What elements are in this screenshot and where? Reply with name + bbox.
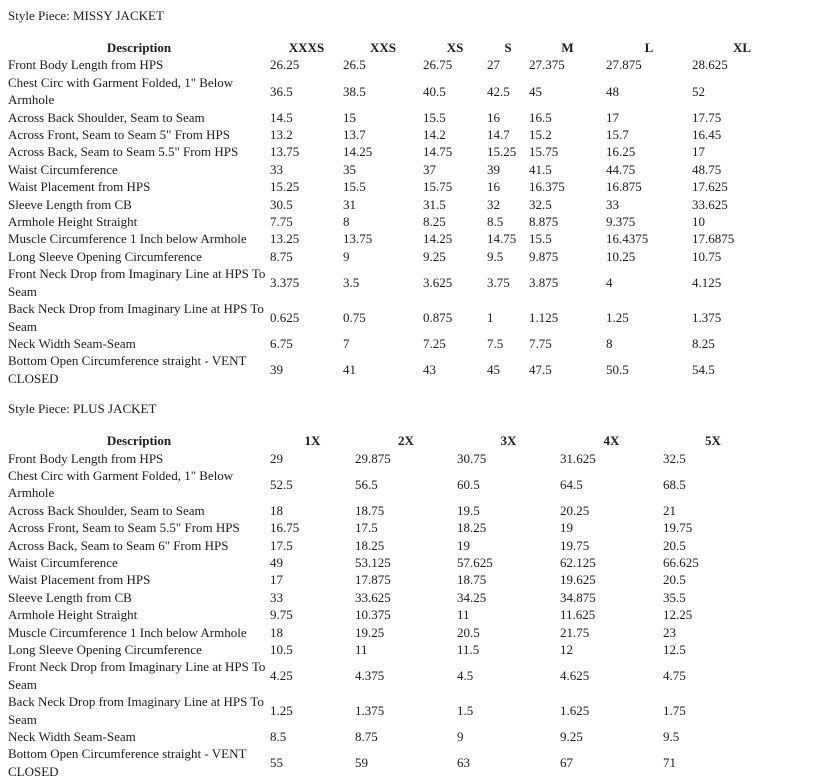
size-value-cell: 11 <box>355 642 368 657</box>
size-value-cell: 48.75 <box>692 161 722 177</box>
measurement-row <box>8 745 763 780</box>
size-value-cell: 8.75 <box>270 248 293 264</box>
measurement-label: Long Sleeve Opening Circumference <box>8 642 202 657</box>
size-value-cell: 13.7 <box>343 127 366 143</box>
plus-jacket-size-table <box>8 432 763 780</box>
measurement-label: Muscle Circumference 1 Inch below Armhole <box>8 624 247 640</box>
measurement-row <box>8 606 763 623</box>
size-value-cell: 16 <box>487 179 500 195</box>
size-value-cell: 9.75 <box>270 607 293 623</box>
size-value-cell: 8.875 <box>529 214 559 230</box>
size-value-cell: 16.875 <box>606 179 642 195</box>
size-value-cell: 1.625 <box>560 702 590 718</box>
size-value-cell: 14.7 <box>487 127 510 143</box>
size-value-cell: 30.75 <box>457 450 487 466</box>
size-value-cell: 13.25 <box>270 231 300 247</box>
measurement-row <box>8 519 763 536</box>
size-value-cell: 14.5 <box>270 109 293 125</box>
measurement-row <box>8 126 792 143</box>
measurement-row <box>8 537 763 554</box>
size-value-cell: 9.375 <box>606 214 636 230</box>
size-value-cell: 45 <box>529 83 542 99</box>
size-value-cell: 27.875 <box>606 57 642 73</box>
size-column-header: 4X <box>603 433 620 449</box>
size-value-cell: 33 <box>606 196 619 212</box>
measurement-label: Chest Circ with Garment Folded, 1" Below Armhole <box>8 467 234 501</box>
size-value-cell: 16 <box>487 109 500 125</box>
size-value-cell: 66.625 <box>663 554 699 570</box>
size-value-cell: 3.75 <box>487 274 510 290</box>
size-value-cell: 15 <box>343 109 356 125</box>
measurement-row <box>8 74 792 109</box>
size-value-cell: 1.375 <box>355 702 385 718</box>
size-value-cell: 19.5 <box>457 502 480 518</box>
measurement-row <box>8 56 792 73</box>
size-value-cell: 20.25 <box>560 502 590 518</box>
size-value-cell: 8.25 <box>423 214 446 230</box>
size-value-cell: 17.6875 <box>692 231 735 247</box>
size-value-cell: 23 <box>663 624 676 640</box>
size-value-cell: 33 <box>270 589 283 605</box>
measurement-row <box>8 248 792 265</box>
measurement-label: Front Neck Drop from Imaginary Line at HPS To Seam <box>8 659 266 692</box>
size-value-cell: 48 <box>606 83 619 99</box>
size-column-header: XL <box>732 40 752 55</box>
size-value-cell: 27 <box>487 57 500 73</box>
size-value-cell: 3.5 <box>343 274 360 290</box>
size-value-cell: 17.625 <box>692 179 728 195</box>
measurement-row <box>8 213 792 230</box>
size-value-cell: 31.625 <box>560 450 596 466</box>
size-value-cell: 15.75 <box>423 179 453 195</box>
size-value-cell: 20.5 <box>457 624 480 640</box>
measurement-row <box>8 693 763 728</box>
size-value-cell: 44.75 <box>606 161 636 177</box>
size-value-cell: 35 <box>343 161 356 177</box>
size-value-cell: 28.625 <box>692 57 728 73</box>
size-value-cell: 39 <box>270 362 283 378</box>
measurement-row <box>8 178 792 195</box>
size-value-cell: 16.25 <box>606 144 636 160</box>
measurement-row <box>8 143 792 160</box>
size-value-cell: 7.25 <box>423 335 446 351</box>
size-value-cell: 53.125 <box>355 554 391 570</box>
size-value-cell: 11.625 <box>560 607 596 623</box>
measurement-label: Muscle Circumference 1 Inch below Armhole <box>8 231 247 247</box>
header-row <box>8 432 763 449</box>
size-value-cell: 33.625 <box>692 196 728 212</box>
size-value-cell: 13.2 <box>270 127 293 143</box>
size-column-header: XS <box>446 40 464 55</box>
measurement-label: Waist Placement from HPS <box>8 572 151 588</box>
size-value-cell: 14.25 <box>423 231 453 247</box>
size-value-cell: 15.2 <box>529 127 552 143</box>
size-value-cell: 11 <box>457 607 470 623</box>
measurement-row <box>8 300 792 335</box>
size-value-cell: 15.25 <box>487 144 517 160</box>
size-value-cell: 62.125 <box>560 554 596 570</box>
size-value-cell: 4.625 <box>560 668 590 684</box>
size-value-cell: 4.125 <box>692 274 722 290</box>
size-value-cell: 15.25 <box>270 179 300 195</box>
size-column-header: L <box>644 40 654 55</box>
size-value-cell: 60.5 <box>457 476 480 492</box>
size-value-cell: 26.75 <box>423 57 453 73</box>
size-value-cell: 15.5 <box>343 179 366 195</box>
measurement-label: Front Body Length from HPS <box>8 57 164 73</box>
measurement-row <box>8 502 763 519</box>
size-value-cell: 15.75 <box>529 144 559 160</box>
measurement-label: Across Back Shoulder, Seam to Seam <box>8 109 205 125</box>
size-value-cell: 0.625 <box>270 309 300 325</box>
size-value-cell: 18 <box>270 624 283 640</box>
size-value-cell: 50.5 <box>606 362 629 378</box>
size-value-cell: 19.75 <box>663 520 693 536</box>
size-value-cell: 4 <box>606 274 613 290</box>
size-column-header: XXS <box>369 40 396 55</box>
size-value-cell: 7 <box>343 335 350 351</box>
measurement-label: Neck Width Seam-Seam <box>8 335 136 351</box>
size-value-cell: 8.5 <box>487 214 504 230</box>
size-value-cell: 18.25 <box>457 520 487 536</box>
measurement-row <box>8 658 763 693</box>
size-value-cell: 67 <box>560 755 573 771</box>
size-value-cell: 19 <box>560 520 573 536</box>
style-piece-title-plus: Style Piece: PLUS JACKET <box>8 401 157 417</box>
measurement-label: Chest Circ with Garment Folded, 1" Below Armhole <box>8 74 234 108</box>
size-value-cell: 13.75 <box>270 144 300 160</box>
size-value-cell: 29.875 <box>355 450 391 466</box>
size-value-cell: 16.45 <box>692 127 722 143</box>
measurement-row <box>8 450 763 467</box>
measurement-row <box>8 196 792 213</box>
size-value-cell: 15.5 <box>423 109 446 125</box>
size-value-cell: 30.5 <box>270 196 293 212</box>
size-value-cell: 10.375 <box>355 607 391 623</box>
size-value-cell: 19.25 <box>355 624 385 640</box>
measurement-label: Armhole Height Straight <box>8 214 138 230</box>
measurement-label: Long Sleeve Opening Circumference <box>8 248 202 264</box>
measurement-label: Across Back, Seam to Seam 5.5" From HPS <box>8 144 239 160</box>
size-value-cell: 27.375 <box>529 57 565 73</box>
size-value-cell: 4.5 <box>457 668 474 684</box>
size-value-cell: 16.375 <box>529 179 565 195</box>
measurement-row <box>8 554 763 571</box>
size-value-cell: 34.875 <box>560 589 596 605</box>
size-value-cell: 3.625 <box>423 274 453 290</box>
size-value-cell: 7.75 <box>270 214 293 230</box>
description-column-header: Description <box>106 433 172 449</box>
size-column-header: XXXS <box>288 40 325 55</box>
size-value-cell: 47.5 <box>529 362 552 378</box>
description-column-header: Description <box>106 40 172 55</box>
size-value-cell: 1.125 <box>529 309 559 325</box>
measurement-label: Bottom Open Circumference straight - VENT CLOSED <box>8 746 247 779</box>
size-value-cell: 21 <box>663 502 676 518</box>
size-value-cell: 10.75 <box>692 248 722 264</box>
size-value-cell: 9 <box>343 248 350 264</box>
size-value-cell: 1.375 <box>692 309 722 325</box>
size-value-cell: 9.875 <box>529 248 559 264</box>
size-value-cell: 8 <box>606 335 613 351</box>
size-value-cell: 9.5 <box>663 729 680 745</box>
size-value-cell: 4.25 <box>270 668 293 684</box>
size-value-cell: 9.5 <box>487 248 504 264</box>
size-value-cell: 16.4375 <box>606 231 649 247</box>
size-value-cell: 32 <box>487 196 500 212</box>
measurement-label: Back Neck Drop from Imaginary Line at HPS To Seam <box>8 301 264 334</box>
size-value-cell: 14.25 <box>343 144 373 160</box>
size-value-cell: 52.5 <box>270 476 293 492</box>
style-piece-title-missy: Style Piece: MISSY JACKET <box>8 8 164 23</box>
size-value-cell: 7.75 <box>529 335 552 351</box>
size-value-cell: 40.5 <box>423 83 446 99</box>
size-value-cell: 45 <box>487 362 500 378</box>
size-value-cell: 10 <box>692 214 705 230</box>
size-value-cell: 14.75 <box>487 231 517 247</box>
size-column-header: 1X <box>304 433 321 449</box>
size-value-cell: 18.75 <box>355 502 385 518</box>
size-value-cell: 16.5 <box>529 109 552 125</box>
size-value-cell: 71 <box>663 755 676 771</box>
size-value-cell: 37 <box>423 161 436 177</box>
size-value-cell: 18.75 <box>457 572 487 588</box>
measurement-row <box>8 641 763 658</box>
measurement-label: Neck Width Seam-Seam <box>8 729 136 745</box>
size-value-cell: 10.25 <box>606 248 636 264</box>
measurement-row <box>8 161 792 178</box>
size-value-cell: 1.25 <box>606 309 629 325</box>
size-value-cell: 32.5 <box>663 450 686 466</box>
size-value-cell: 9.25 <box>423 248 446 264</box>
size-value-cell: 43 <box>423 362 436 378</box>
measurement-label: Waist Placement from HPS <box>8 179 151 195</box>
size-value-cell: 35.5 <box>663 589 686 605</box>
size-value-cell: 14.75 <box>423 144 453 160</box>
size-value-cell: 4.375 <box>355 668 385 684</box>
size-value-cell: 17 <box>606 109 619 125</box>
size-value-cell: 17.5 <box>270 537 293 553</box>
size-value-cell: 55 <box>270 755 283 771</box>
measurement-label: Across Back Shoulder, Seam to Seam <box>8 502 205 518</box>
size-value-cell: 39 <box>487 161 500 177</box>
measurement-row <box>8 728 763 745</box>
size-value-cell: 31.5 <box>423 196 446 212</box>
size-value-cell: 63 <box>457 755 470 771</box>
size-value-cell: 18 <box>270 502 283 518</box>
size-value-cell: 26.5 <box>343 57 366 73</box>
measurement-label: Waist Circumference <box>8 554 118 570</box>
size-value-cell: 29 <box>270 450 283 466</box>
measurement-row <box>8 109 792 126</box>
size-value-cell: 19.75 <box>560 537 590 553</box>
size-value-cell: 31 <box>343 196 356 212</box>
measurement-row <box>8 352 792 387</box>
size-value-cell: 32.5 <box>529 196 552 212</box>
size-value-cell: 41.5 <box>529 161 552 177</box>
size-value-cell: 42.5 <box>487 83 510 99</box>
size-value-cell: 9 <box>457 729 464 745</box>
measurement-label: Sleeve Length from CB <box>8 589 132 605</box>
size-value-cell: 19 <box>457 537 470 553</box>
measurement-label: Sleeve Length from CB <box>8 196 132 212</box>
size-column-header: 3X <box>500 433 517 449</box>
measurement-label: Across Back, Seam to Seam 6" From HPS <box>8 537 229 553</box>
size-value-cell: 52 <box>692 83 705 99</box>
size-value-cell: 11.5 <box>457 642 480 657</box>
size-value-cell: 8.25 <box>692 335 715 351</box>
size-value-cell: 21.75 <box>560 624 590 640</box>
size-value-cell: 3.875 <box>529 274 559 290</box>
size-value-cell: 14.2 <box>423 127 446 143</box>
size-value-cell: 34.25 <box>457 589 487 605</box>
size-value-cell: 18.25 <box>355 537 385 553</box>
measurement-row <box>8 230 792 247</box>
size-value-cell: 12.5 <box>663 642 686 657</box>
size-value-cell: 15.5 <box>529 231 552 247</box>
size-value-cell: 17 <box>270 572 283 588</box>
size-value-cell: 7.5 <box>487 335 504 351</box>
size-value-cell: 20.5 <box>663 572 686 588</box>
measurement-label: Front Body Length from HPS <box>8 450 164 466</box>
size-value-cell: 49 <box>270 554 283 570</box>
size-value-cell: 13.75 <box>343 231 373 247</box>
size-value-cell: 33 <box>270 161 283 177</box>
measurement-row <box>8 265 792 300</box>
size-value-cell: 1.5 <box>457 702 474 718</box>
size-value-cell: 26.25 <box>270 57 300 73</box>
measurement-label: Bottom Open Circumference straight - VENT CLOSED <box>8 353 247 386</box>
size-value-cell: 17.5 <box>355 520 378 536</box>
size-value-cell: 17.875 <box>355 572 391 588</box>
header-row <box>8 39 792 56</box>
size-column-header: M <box>561 40 574 55</box>
size-value-cell: 8.5 <box>270 729 287 745</box>
measurement-label: Front Neck Drop from Imaginary Line at HPS To Seam <box>8 266 266 299</box>
size-value-cell: 41 <box>343 362 356 378</box>
size-column-header: 2X <box>398 433 414 449</box>
size-value-cell: 54.5 <box>692 362 715 378</box>
measurement-row <box>8 624 763 641</box>
size-value-cell: 12 <box>560 642 573 657</box>
size-value-cell: 33.625 <box>355 589 391 605</box>
size-value-cell: 0.75 <box>343 309 366 325</box>
measurement-label: Waist Circumference <box>8 161 118 177</box>
size-value-cell: 59 <box>355 755 368 771</box>
size-value-cell: 20.5 <box>663 537 686 553</box>
size-value-cell: 3.375 <box>270 274 300 290</box>
size-value-cell: 1.25 <box>270 702 293 718</box>
size-value-cell: 0.875 <box>423 309 453 325</box>
missy-jacket-size-table <box>8 39 792 387</box>
size-value-cell: 1.75 <box>663 702 686 718</box>
size-value-cell: 38.5 <box>343 83 366 99</box>
size-value-cell: 57.625 <box>457 554 493 570</box>
size-value-cell: 6.75 <box>270 335 293 351</box>
size-value-cell: 9.25 <box>560 729 583 745</box>
size-value-cell: 16.75 <box>270 520 300 536</box>
size-value-cell: 68.5 <box>663 476 686 492</box>
measurement-label: Armhole Height Straight <box>8 607 138 623</box>
measurement-label: Across Front, Seam to Seam 5.5" From HPS <box>8 520 240 536</box>
size-value-cell: 8.75 <box>355 729 378 745</box>
size-value-cell: 64.5 <box>560 476 583 492</box>
measurement-row <box>8 571 763 588</box>
size-value-cell: 4.75 <box>663 668 686 684</box>
size-value-cell: 8 <box>343 214 350 230</box>
size-value-cell: 1 <box>487 309 494 325</box>
measurement-row <box>8 589 763 606</box>
measurement-label: Back Neck Drop from Imaginary Line at HPS To Seam <box>8 694 264 727</box>
measurement-label: Across Front, Seam to Seam 5" From HPS <box>8 127 230 143</box>
size-value-cell: 15.7 <box>606 127 629 143</box>
size-column-header: S <box>504 40 512 55</box>
size-value-cell: 10.5 <box>270 642 293 657</box>
size-value-cell: 56.5 <box>355 476 378 492</box>
size-value-cell: 36.5 <box>270 83 293 99</box>
size-value-cell: 12.25 <box>663 607 693 623</box>
measurement-row <box>8 335 792 352</box>
size-value-cell: 19.625 <box>560 572 596 588</box>
size-value-cell: 17 <box>692 144 705 160</box>
measurement-row <box>8 467 763 502</box>
size-column-header: 5X <box>705 433 721 449</box>
size-value-cell: 17.75 <box>692 109 722 125</box>
